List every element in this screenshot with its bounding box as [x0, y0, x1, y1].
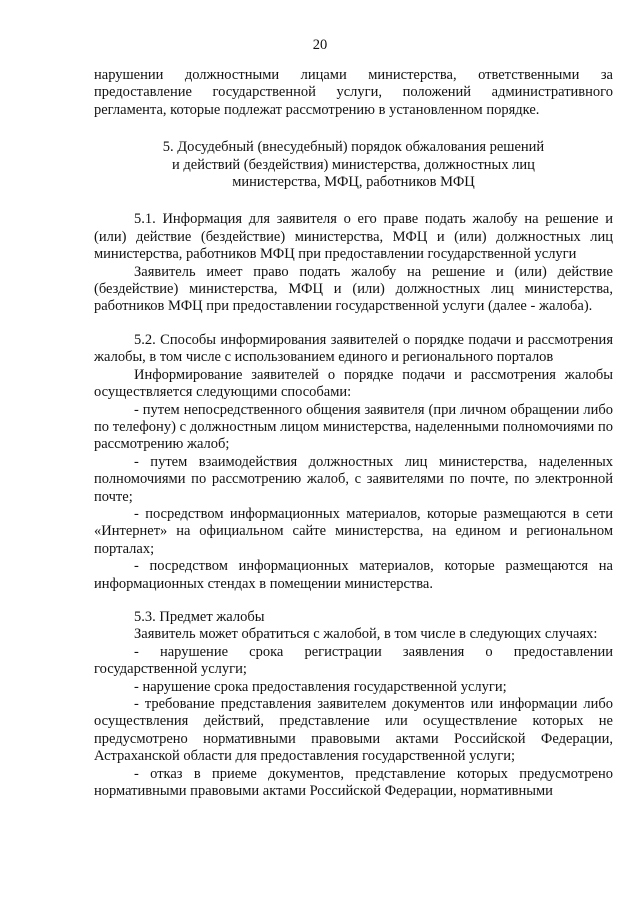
paragraph: - нарушение срока предоставления государственной услуги;	[134, 678, 507, 695]
paragraph: 5.2. Способы информирования заявителей о порядке подачи и рассмотрения жалобы, в том числе с использованием единого и регионального порталов	[94, 331, 613, 366]
section-spacer	[94, 191, 613, 211]
paragraph: Заявитель может обратиться с жалобой, в том числе в следующих случаях:	[134, 626, 598, 643]
paragraph: нарушении должностными лицами министерства, ответственными за предоставление государственной услуги, положений административного регламента, которые подлежат рассмотрению в установленном порядке.	[94, 67, 613, 118]
section-heading-line: и действий (бездействия) министерства, должностных лиц	[172, 156, 535, 173]
section-heading	[94, 139, 613, 191]
section-heading-line: 5. Досудебный (внесудебный) порядок обжалования решений	[162, 139, 545, 156]
paragraph: - путем взаимодействия должностных лиц министерства, наделенных полномочиями по рассмотрению жалоб, с заявителями по почте, по электронной почте;	[94, 453, 613, 505]
section-heading-line: министерства, МФЦ, работников МФЦ	[232, 174, 475, 191]
paragraph: - требование представления заявителем документов или информации либо осуществления действий, представление или осуществление которых не предусмотрено нормативными правовыми актами Российской Федерации, Астраханской области для предоставления государственной услуги;	[94, 696, 613, 765]
paragraph: Информирование заявителей о порядке подачи и рассмотрения жалобы осуществляется следующими способами:	[94, 366, 613, 401]
paragraph: Заявитель имеет право подать жалобу на решение и (или) действие (бездействие) министерства, МФЦ и (или) должностных лиц министерства, работников МФЦ при предоставлении государственной услуги (далее - жалоба).	[94, 263, 613, 315]
paragraph: - нарушение срока регистрации заявления о предоставлении государственной услуги;	[94, 643, 613, 678]
paragraph: 5.3. Предмет жалобы	[134, 608, 265, 625]
paragraph: 5.1. Информация для заявителя о его праве подать жалобу на решение и (или) действие (бездействие) министерства, МФЦ и (или) должностных лиц министерства, работников МФЦ при предоставлении государственной услуги	[94, 211, 613, 263]
paragraph: - отказ в приеме документов, представление которых предусмотрено нормативными правовыми актами Российской Федерации, нормативными	[94, 765, 613, 800]
section-spacer	[94, 593, 613, 609]
paragraph: - посредством информационных материалов, которые размещаются на информационных стендах в помещении министерства.	[94, 558, 613, 592]
page-number: 20	[312, 37, 328, 53]
document-body	[94, 67, 613, 800]
section-spacer	[94, 119, 613, 139]
section-spacer	[94, 316, 613, 332]
paragraph: - посредством информационных материалов, которые размещаются в сети «Интернет» на официальном сайте министерства, на едином и региональном порталах;	[94, 505, 613, 557]
paragraph: - путем непосредственного общения заявителя (при личном обращении либо по телефону) с должностным лицом министерства, наделенными полномочиями по рассмотрению жалоб;	[94, 401, 613, 453]
